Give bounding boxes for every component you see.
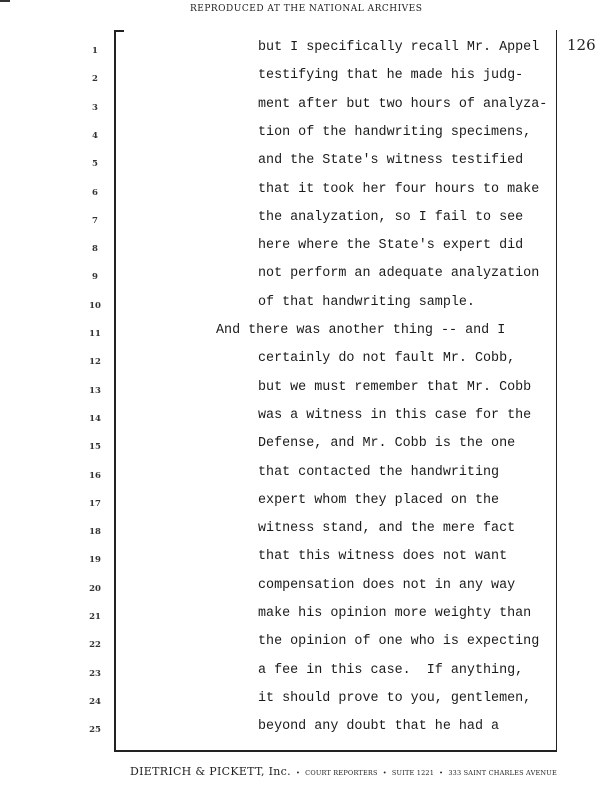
line-number: 17 [89, 498, 101, 509]
transcript-line: certainly do not fault Mr. Cobb, [258, 351, 516, 367]
line-number: 25 [89, 725, 101, 736]
page-number: 126 [567, 36, 596, 54]
transcript-line: Defense, and Mr. Cobb is the one [258, 436, 516, 452]
transcript-line: was a witness in this case for the [258, 407, 532, 423]
transcript-line: ment after but two hours of analyza- [258, 96, 548, 112]
line-number: 10 [89, 300, 101, 311]
line-number: 18 [89, 527, 101, 538]
transcript-line: that contacted the handwriting [258, 464, 500, 480]
transcript-line: that this witness does not want [258, 549, 508, 565]
line-number: 13 [89, 385, 101, 396]
line-number: 14 [89, 413, 101, 424]
line-number: 19 [89, 555, 101, 566]
transcript-line: And there was another thing -- and I [216, 323, 506, 338]
transcript-line: witness stand, and the mere fact [258, 521, 516, 537]
line-number: 1 [92, 46, 98, 56]
line-number: 12 [89, 357, 101, 368]
archive-stamp: REPRODUCED AT THE NATIONAL ARCHIVES [190, 4, 423, 14]
line-number: 2 [92, 74, 98, 85]
line-number: 16 [89, 470, 101, 481]
transcript-line: expert whom they placed on the [258, 492, 500, 508]
line-number: 22 [89, 640, 101, 651]
line-number: 7 [92, 215, 98, 226]
transcript-line: that it took her four hours to make [258, 181, 540, 197]
line-number: 24 [89, 696, 101, 707]
line-number: 20 [89, 583, 101, 594]
transcript-line: beyond any doubt that he had a [258, 719, 500, 735]
line-number: 5 [92, 159, 98, 170]
reporter-address: 333 SAINT CHARLES AVENUE [448, 769, 557, 777]
corner-mark [0, 0, 10, 2]
transcript-line: testifying that he made his judg- [258, 68, 524, 84]
transcript-line: not perform an adequate analyzation [258, 266, 540, 282]
transcript-line: compensation does not in any way [258, 577, 516, 593]
line-number: 9 [92, 272, 98, 283]
line-number: 8 [92, 244, 98, 255]
transcript-line: make his opinion more weighty than [258, 606, 532, 621]
line-number: 6 [92, 187, 98, 198]
transcript-line: but we must remember that Mr. Cobb [258, 379, 532, 395]
transcript-line: it should prove to you, gentlemen, [258, 690, 532, 706]
frame-top-tick [114, 30, 124, 32]
line-number: 23 [89, 668, 101, 679]
footer-separator: • [439, 769, 444, 777]
reporter-firm: DIETRICH & PICKETT, Inc. [130, 765, 291, 778]
footer [130, 760, 557, 779]
transcript-line: but I specifically recall Mr. Appel [258, 40, 540, 55]
line-number: 3 [92, 102, 98, 113]
footer-separator: • [382, 769, 387, 777]
transcript-line: of that handwriting sample. [258, 294, 475, 310]
transcript-line: the opinion of one who is expecting [258, 634, 540, 650]
line-number: 15 [89, 442, 101, 453]
transcript-line: and the State's witness testified [258, 153, 524, 169]
line-number: 4 [92, 130, 98, 141]
frame-bottom-rule [114, 750, 556, 752]
transcript-line: here where the State's expert did [258, 238, 524, 254]
line-number: 21 [89, 612, 101, 622]
transcript-line: a fee in this case. If anything, [258, 662, 524, 678]
transcript-line: tion of the handwriting specimens, [258, 124, 532, 140]
reporter-suite: SUITE 1221 [391, 769, 435, 777]
line-number: 11 [89, 329, 101, 339]
reporter-role: COURT REPORTERS [305, 769, 378, 777]
transcript-line: the analyzation, so I fail to see [258, 209, 524, 225]
footer-separator: • [296, 769, 301, 777]
